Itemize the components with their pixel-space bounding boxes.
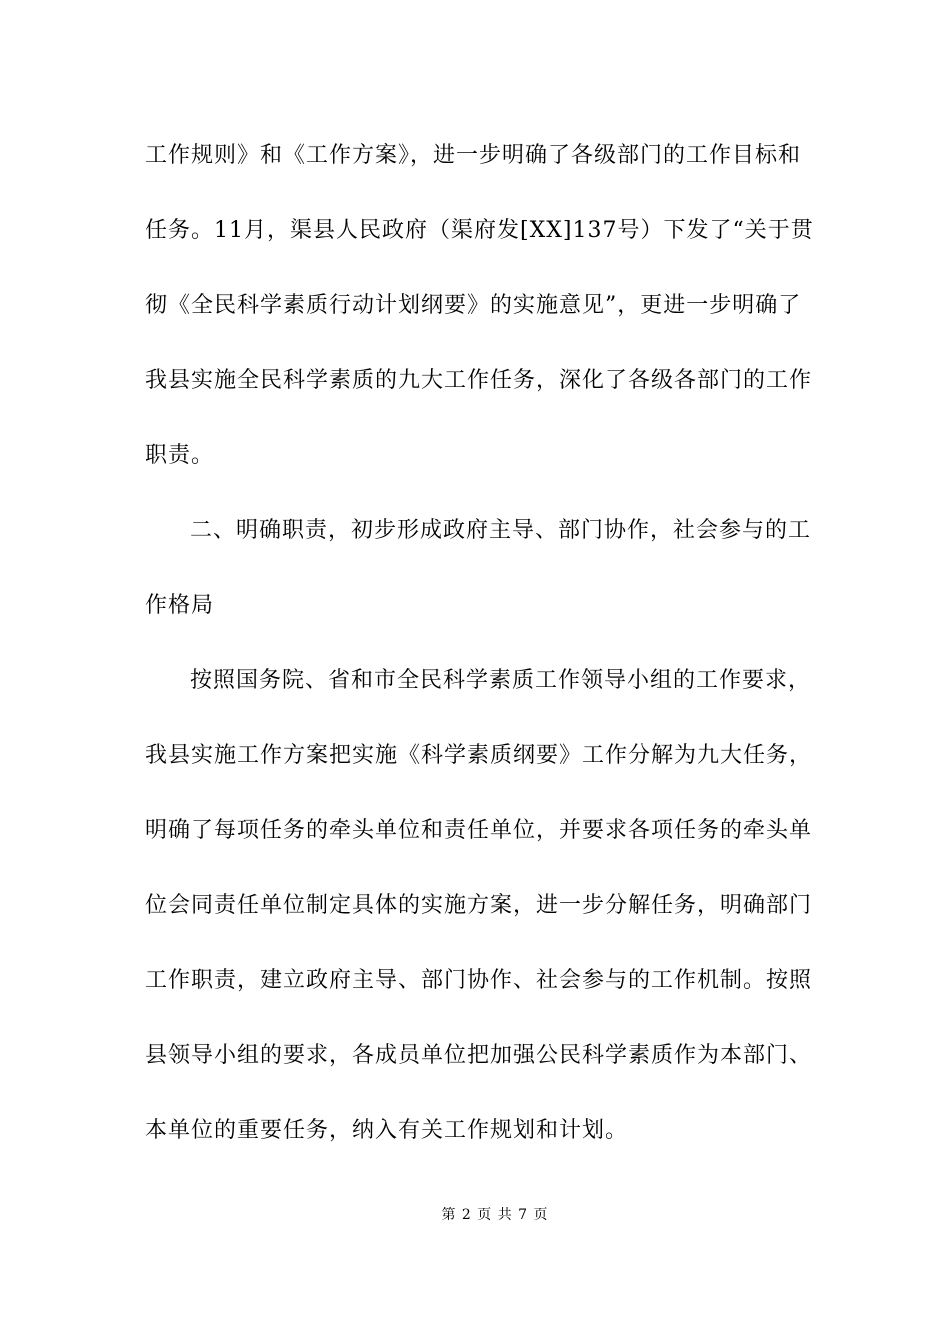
paragraph-line-10: 工作职责，建立政府主导、部门协作、社会参与的工作机制。按照 <box>145 968 813 993</box>
paragraph-line-1: 工作规则》和《工作方案》，进一步明确了各级部门的工作目标和 <box>145 143 802 168</box>
section-heading-line-2: 作格局 <box>145 593 215 618</box>
paragraph-line-6: 按照国务院、省和市全民科学素质工作领导小组的工作要求， <box>190 668 812 693</box>
paragraph-line-3: 彻《全民科学素质行动计划纲要》的实施意见”，更进一步明确了 <box>145 293 802 318</box>
paragraph-line-9: 位会同责任单位制定具体的实施方案，进一步分解任务，明确部门 <box>145 893 813 918</box>
paragraph-line-5: 职责。 <box>145 443 215 468</box>
paragraph-line-12: 本单位的重要任务，纳入有关工作规划和计划。 <box>145 1118 629 1143</box>
page-number-footer: 第 2 页 共 7 页 <box>441 1207 549 1223</box>
paragraph-line-4: 我县实施全民科学素质的九大工作任务，深化了各级各部门的工作 <box>145 368 813 393</box>
paragraph-line-7: 我县实施工作方案把实施《科学素质纲要》工作分解为九大任务， <box>145 743 813 768</box>
paragraph-line-11: 县领导小组的要求，各成员单位把加强公民科学素质作为本部门、 <box>145 1043 813 1068</box>
paragraph-line-8: 明确了每项任务的牵头单位和责任单位，并要求各项任务的牵头单 <box>145 818 813 843</box>
section-heading-line-1: 二、明确职责，初步形成政府主导、部门协作，社会参与的工 <box>190 518 812 543</box>
paragraph-line-2: 任务。11月，渠县人民政府（渠府发[XX]137号）下发了“关于贯 <box>145 218 814 243</box>
